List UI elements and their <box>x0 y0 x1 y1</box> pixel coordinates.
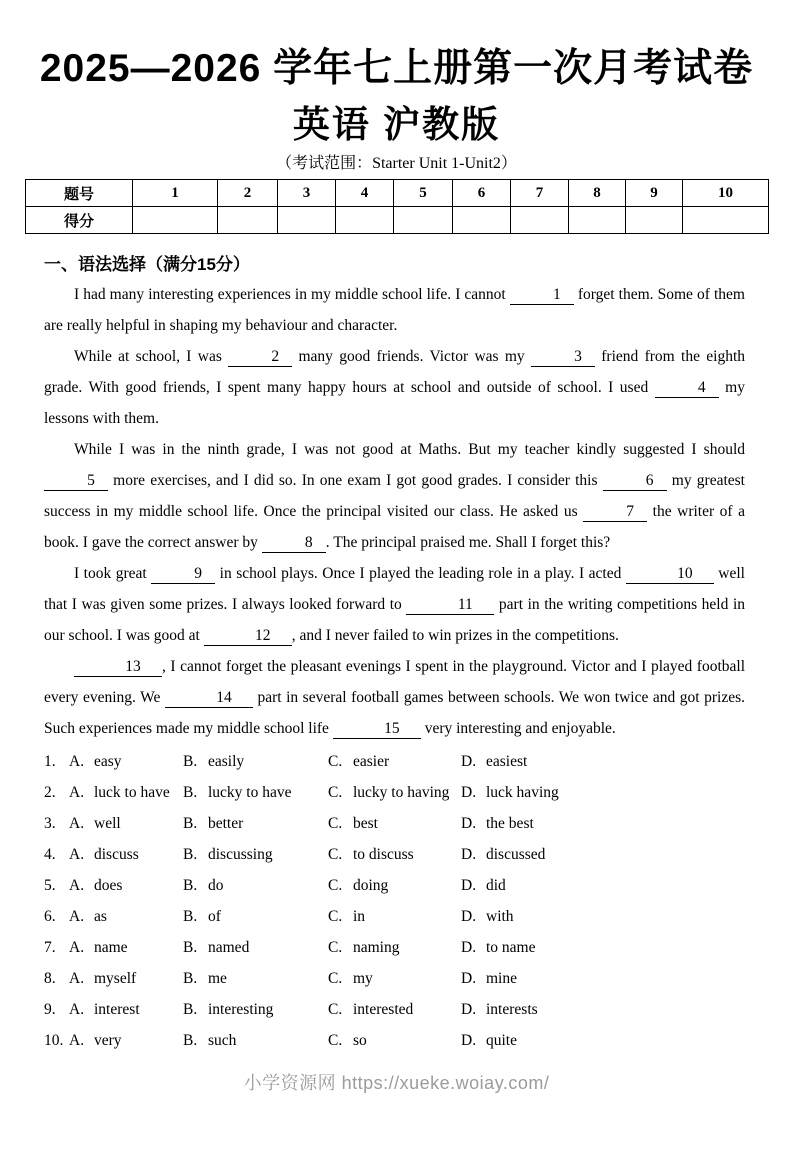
passage-paragraph: I had many interesting experiences in my middle school life. I cannot 1 forget them. Some of them are really helpful in shaping my behaviour and character. <box>44 286 745 334</box>
cloze-blank-7: 7 <box>583 503 647 522</box>
footer-watermark: 小学资源网 https://xueke.woiay.com/ <box>243 1073 550 1093</box>
option-letter: D. <box>461 877 477 894</box>
option-9-d: D. interests <box>461 994 745 1025</box>
option-question-number: 1. <box>44 753 56 770</box>
option-10-c: C. so <box>328 1025 461 1056</box>
option-10-d: D. quite <box>461 1025 745 1056</box>
option-question-number: 3. <box>44 815 56 832</box>
option-2-d: D. luck having <box>461 777 745 808</box>
option-letter: C. <box>328 784 343 801</box>
option-question-number: 8. <box>44 970 56 987</box>
score-col-header: 2 <box>218 180 278 207</box>
option-letter: A. <box>69 753 85 770</box>
option-question-number: 4. <box>44 846 56 863</box>
option-question-number: 2. <box>44 784 56 801</box>
option-2-c: C. lucky to having <box>328 777 461 808</box>
option-3-d: D. the best <box>461 808 745 839</box>
passage-paragraph: 13 , I cannot forget the pleasant evenings I spent in the playground. Victor and I played football every evening. We 14 part in several football games between schools. We won twice and got prizes. Such experiences made my middle school life 15 very interesting and enjoyable. <box>44 658 745 737</box>
option-row-4 <box>44 839 745 870</box>
score-col-header: 3 <box>278 180 336 207</box>
option-4-d: D. discussed <box>461 839 745 870</box>
option-row-2 <box>44 777 745 808</box>
option-letter: A. <box>69 1001 85 1018</box>
cloze-blank-2: 2 <box>228 348 292 367</box>
cloze-blank-10: 10 <box>626 565 714 584</box>
option-1-b: B. easily <box>183 746 328 777</box>
cloze-blank-12: 12 <box>204 627 292 646</box>
option-2-a: 2. A. luck to have <box>44 777 183 808</box>
page-title: 2025—2026 学年七上册第一次月考试卷 <box>39 47 754 90</box>
score-cell-empty <box>626 207 683 234</box>
option-letter: A. <box>69 877 85 894</box>
option-letter: C. <box>328 815 343 832</box>
option-row-1 <box>44 746 745 777</box>
option-row-6 <box>44 901 745 932</box>
option-letter: B. <box>183 908 198 925</box>
option-letter: D. <box>461 784 477 801</box>
option-row-3 <box>44 808 745 839</box>
passage-paragraph: While at school, I was 2 many good friends. Victor was my 3 friend from the eighth grade. With good friends, I spent many happy hours at school and outside of school. I used 4 my lessons with them. <box>44 348 745 427</box>
score-cell-empty <box>511 207 569 234</box>
option-letter: D. <box>461 970 477 987</box>
option-letter: A. <box>69 846 85 863</box>
passage-paragraph: While I was in the ninth grade, I was not good at Maths. But my teacher kindly suggested I should 5 more exercises, and I did so. In one exam I got good grades. I consider this 6 my greatest success in my middle school life. Once the principal visited our class. He asked us 7 the writer of a book. I gave the correct answer by 8 . The principal praised me. Shall I forget this? <box>44 441 745 551</box>
option-1-d: D. easiest <box>461 746 745 777</box>
option-1-a: 1. A. easy <box>44 746 183 777</box>
option-4-b: B. discussing <box>183 839 328 870</box>
section-heading: 一、语法选择（满分15分） <box>44 255 250 274</box>
option-8-b: B. me <box>183 963 328 994</box>
score-col-header: 9 <box>626 180 683 207</box>
options-list <box>44 746 745 1056</box>
score-cell-empty <box>394 207 453 234</box>
score-cell-empty <box>336 207 394 234</box>
option-letter: B. <box>183 1001 198 1018</box>
option-letter: A. <box>69 939 85 956</box>
option-letter: D. <box>461 815 477 832</box>
option-letter: A. <box>69 1032 85 1049</box>
option-row-8 <box>44 963 745 994</box>
option-letter: B. <box>183 939 198 956</box>
option-9-c: C. interested <box>328 994 461 1025</box>
exam-scope-note: （考试范围：Starter Unit 1-Unit2） <box>276 155 517 172</box>
option-letter: B. <box>183 815 198 832</box>
option-letter: A. <box>69 815 85 832</box>
option-letter: A. <box>69 784 85 801</box>
option-6-c: C. in <box>328 901 461 932</box>
score-table-score-label: 得分 <box>26 207 133 234</box>
cloze-passage <box>44 279 745 744</box>
option-6-b: B. of <box>183 901 328 932</box>
option-row-7 <box>44 932 745 963</box>
score-col-header: 8 <box>569 180 626 207</box>
option-5-d: D. did <box>461 870 745 901</box>
score-value-row <box>26 207 769 234</box>
option-letter: D. <box>461 1032 477 1049</box>
cloze-blank-4: 4 <box>655 379 719 398</box>
option-10-a: 10. A. very <box>44 1025 183 1056</box>
option-9-a: 9. A. interest <box>44 994 183 1025</box>
option-letter: C. <box>328 908 343 925</box>
cloze-blank-14: 14 <box>165 689 253 708</box>
option-letter: B. <box>183 784 198 801</box>
option-7-b: B. named <box>183 932 328 963</box>
option-9-b: B. interesting <box>183 994 328 1025</box>
option-6-a: 6. A. as <box>44 901 183 932</box>
cloze-blank-11: 11 <box>406 596 494 615</box>
score-cell-empty <box>133 207 218 234</box>
cloze-blank-3: 3 <box>531 348 595 367</box>
passage-paragraph: I took great 9 in school plays. Once I played the leading role in a play. I acted 10 well that I was given some prizes. I always looked forward to 11 part in the writing competitions held in our school. I was good at 12 , and I never failed to win prizes in the competitions. <box>44 565 745 644</box>
score-cell-empty <box>218 207 278 234</box>
option-letter: B. <box>183 877 198 894</box>
option-letter: B. <box>183 753 198 770</box>
score-col-header: 4 <box>336 180 394 207</box>
score-col-header: 6 <box>453 180 511 207</box>
option-letter: B. <box>183 846 198 863</box>
option-5-b: B. do <box>183 870 328 901</box>
option-7-c: C. naming <box>328 932 461 963</box>
score-col-header: 1 <box>133 180 218 207</box>
option-10-b: B. such <box>183 1025 328 1056</box>
exam-page <box>0 44 793 1095</box>
option-letter: C. <box>328 1001 343 1018</box>
score-cell-empty <box>453 207 511 234</box>
option-letter: A. <box>69 970 85 987</box>
option-letter: A. <box>69 908 85 925</box>
option-letter: C. <box>328 877 343 894</box>
score-col-header: 5 <box>394 180 453 207</box>
cloze-blank-13: 13 <box>74 658 162 677</box>
option-letter: D. <box>461 846 477 863</box>
option-7-a: 7. A. name <box>44 932 183 963</box>
option-3-a: 3. A. well <box>44 808 183 839</box>
option-8-c: C. my <box>328 963 461 994</box>
score-cell-empty <box>569 207 626 234</box>
option-row-10 <box>44 1025 745 1056</box>
option-letter: D. <box>461 1001 477 1018</box>
cloze-blank-15: 15 <box>333 720 421 739</box>
option-2-b: B. lucky to have <box>183 777 328 808</box>
option-4-c: C. to discuss <box>328 839 461 870</box>
cloze-blank-9: 9 <box>151 565 215 584</box>
score-cell-empty <box>278 207 336 234</box>
option-3-b: B. better <box>183 808 328 839</box>
option-letter: C. <box>328 1032 343 1049</box>
cloze-blank-5: 5 <box>44 472 108 491</box>
option-letter: C. <box>328 753 343 770</box>
page-subtitle: 英语 沪教版 <box>292 104 501 145</box>
score-header-row <box>26 180 769 207</box>
option-question-number: 6. <box>44 908 56 925</box>
option-letter: D. <box>461 753 477 770</box>
cloze-blank-8: 8 <box>262 534 326 553</box>
option-letter: D. <box>461 939 477 956</box>
option-6-d: D. with <box>461 901 745 932</box>
option-question-number: 7. <box>44 939 56 956</box>
option-question-number: 5. <box>44 877 56 894</box>
option-8-a: 8. A. myself <box>44 963 183 994</box>
cloze-blank-6: 6 <box>603 472 667 491</box>
score-col-header: 10 <box>683 180 769 207</box>
option-4-a: 4. A. discuss <box>44 839 183 870</box>
option-question-number: 9. <box>44 1001 56 1018</box>
option-letter: D. <box>461 908 477 925</box>
option-3-c: C. best <box>328 808 461 839</box>
score-table <box>25 179 769 234</box>
option-1-c: C. easier <box>328 746 461 777</box>
option-5-c: C. doing <box>328 870 461 901</box>
option-7-d: D. to name <box>461 932 745 963</box>
option-letter: C. <box>328 970 343 987</box>
option-letter: C. <box>328 939 343 956</box>
score-col-header: 7 <box>511 180 569 207</box>
option-letter: B. <box>183 970 198 987</box>
cloze-blank-1: 1 <box>510 286 574 305</box>
option-8-d: D. mine <box>461 963 745 994</box>
score-table-qnum-label: 题号 <box>26 180 133 207</box>
option-5-a: 5. A. does <box>44 870 183 901</box>
option-row-9 <box>44 994 745 1025</box>
score-cell-empty <box>683 207 769 234</box>
option-question-number: 10. <box>44 1032 64 1049</box>
option-letter: C. <box>328 846 343 863</box>
option-letter: B. <box>183 1032 198 1049</box>
option-row-5 <box>44 870 745 901</box>
